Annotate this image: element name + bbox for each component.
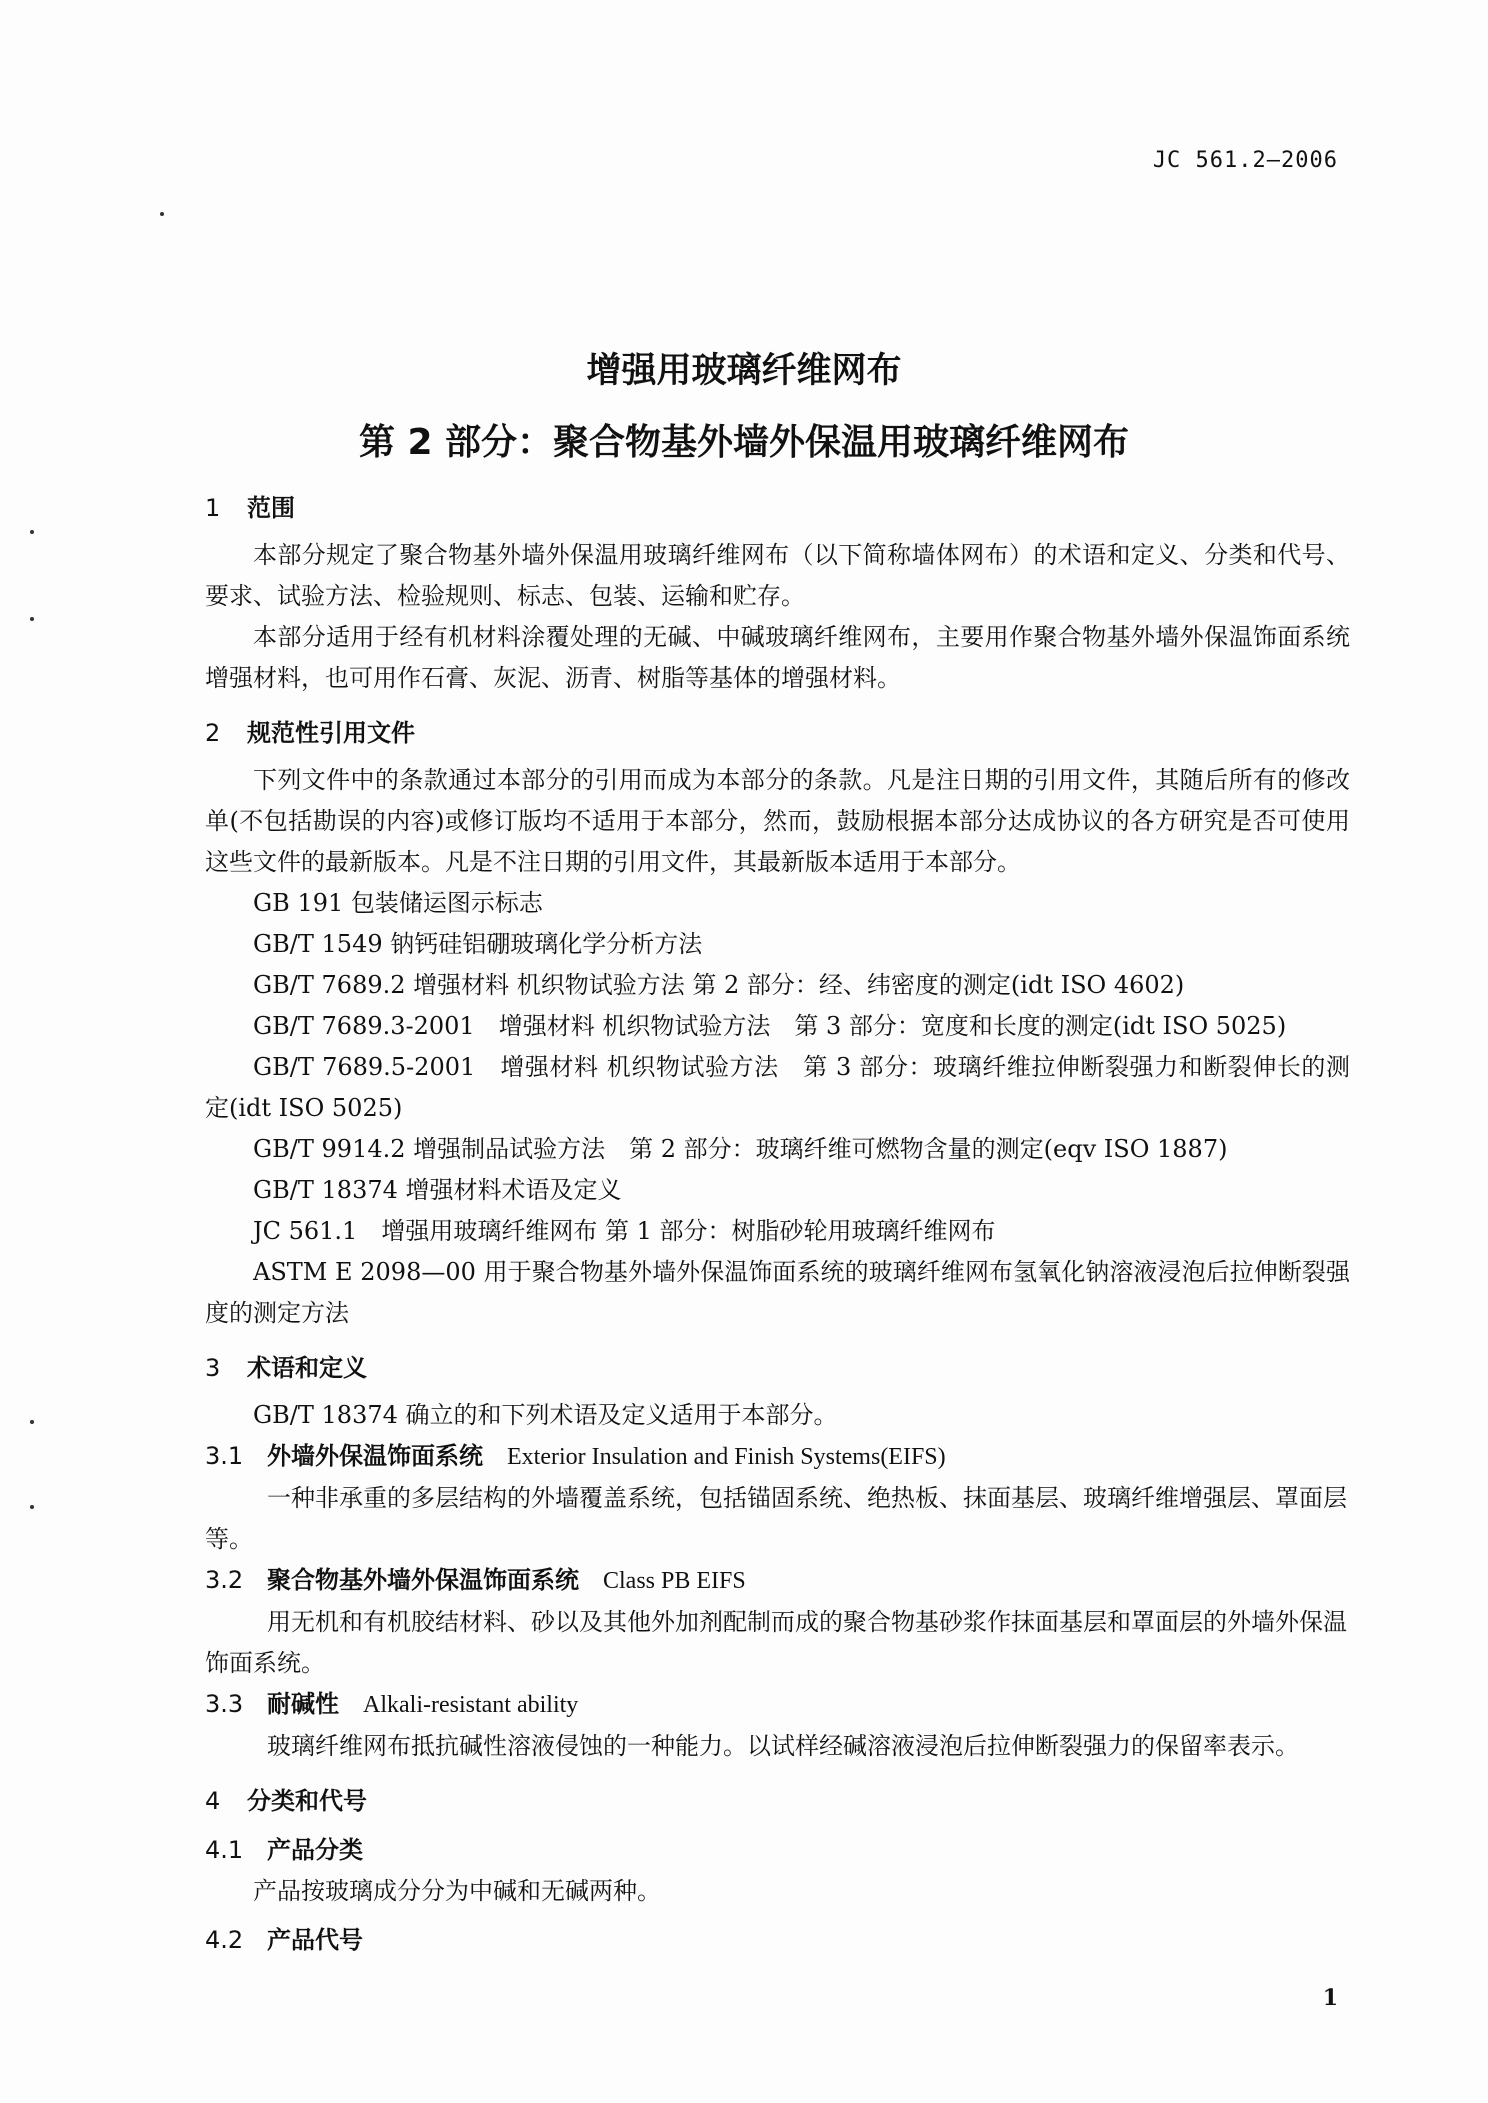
document-title: 增强用玻璃纤维网布 bbox=[586, 351, 902, 391]
section-number: 1 bbox=[205, 494, 221, 522]
paragraph: GB/T 18374 确立的和下列术语及定义适用于本部分。 bbox=[253, 1401, 838, 1429]
document-subtitle: 第 2 部分：聚合物基外墙外保温用玻璃纤维网布 bbox=[358, 422, 1130, 463]
scan-speck bbox=[30, 1505, 34, 1509]
term-definition: 用无机和有机胶结材料、砂以及其他外加剂配制而成的聚合物基砂浆作抹面基层和罩面层的外墙外保温饰面系统。 bbox=[205, 1608, 1347, 1677]
reference-item: ASTM E 2098—00 用于聚合物基外墙外保温饰面系统的玻璃纤维网布氢氧化钠溶液浸泡后拉伸断裂强度的测定方法 bbox=[205, 1258, 1350, 1327]
term-en: Class PB EIFS bbox=[603, 1568, 746, 1594]
term-number: 3.3 bbox=[205, 1690, 244, 1718]
term-title bbox=[205, 1560, 1350, 1602]
subsection-heading bbox=[205, 1830, 1350, 1871]
scan-speck bbox=[160, 212, 164, 216]
section-number: 2 bbox=[205, 719, 221, 747]
section-number: 4 bbox=[205, 1787, 221, 1815]
reference-item: GB/T 1549 钠钙硅铝硼玻璃化学分析方法 bbox=[253, 930, 703, 958]
document-body bbox=[205, 488, 1350, 1961]
section-title: 范围 bbox=[247, 494, 295, 522]
reference-item: JC 561.1 增强用玻璃纤维网布 第 1 部分：树脂砂轮用玻璃纤维网布 bbox=[253, 1217, 996, 1245]
reference-item: GB/T 18374 增强材料术语及定义 bbox=[253, 1176, 622, 1204]
reference-item: GB/T 7689.5-2001 增强材料 机织物试验方法 第 3 部分：玻璃纤维拉伸断裂强力和断裂伸长的测定(idt ISO 5025) bbox=[205, 1053, 1350, 1122]
section-heading-classification bbox=[205, 1781, 1350, 1822]
subsection-number: 4.2 bbox=[205, 1926, 244, 1954]
section-heading-terms bbox=[205, 1348, 1350, 1389]
subsection-title: 产品分类 bbox=[267, 1836, 363, 1864]
paragraph: 下列文件中的条款通过本部分的引用而成为本部分的条款。凡是注日期的引用文件，其随后所有的修改单(不包括勘误的内容)或修订版均不适用于本部分，然而，鼓励根据本部分达成协议的各方研究是否可使用这些文件的最新版本。凡是不注日期的引用文件，其最新版本适用于本部分。 bbox=[205, 766, 1350, 876]
term-title bbox=[205, 1684, 1350, 1726]
scan-speck bbox=[30, 1420, 34, 1424]
section-title: 术语和定义 bbox=[247, 1354, 367, 1382]
page-number: 1 bbox=[1322, 1985, 1338, 2011]
term-en: Alkali-resistant ability bbox=[363, 1692, 579, 1718]
reference-item: GB/T 9914.2 增强制品试验方法 第 2 部分：玻璃纤维可燃物含量的测定(eqv ISO 1887) bbox=[253, 1135, 1228, 1163]
section-title: 规范性引用文件 bbox=[247, 719, 415, 747]
term-cn: 耐碱性 bbox=[267, 1690, 339, 1718]
reference-item: GB/T 7689.3-2001 增强材料 机织物试验方法 第 3 部分：宽度和长度的测定(idt ISO 5025) bbox=[253, 1012, 1287, 1040]
term-definition: 玻璃纤维网布抵抗碱性溶液侵蚀的一种能力。以试样经碱溶液浸泡后拉伸断裂强力的保留率表示。 bbox=[267, 1732, 1299, 1760]
term-number: 3.2 bbox=[205, 1566, 244, 1594]
term-cn: 聚合物基外墙外保温饰面系统 bbox=[267, 1566, 579, 1594]
term-definition: 一种非承重的多层结构的外墙覆盖系统，包括锚固系统、绝热板、抹面基层、玻璃纤维增强层、罩面层等。 bbox=[205, 1484, 1347, 1553]
scan-speck bbox=[30, 617, 34, 621]
term-title bbox=[205, 1436, 1350, 1478]
section-heading-references bbox=[205, 713, 1350, 754]
paragraph: 产品按玻璃成分分为中碱和无碱两种。 bbox=[253, 1877, 661, 1905]
section-title: 分类和代号 bbox=[247, 1787, 367, 1815]
paragraph: 本部分适用于经有机材料涂覆处理的无碱、中碱玻璃纤维网布，主要用作聚合物基外墙外保温饰面系统增强材料，也可用作石膏、灰泥、沥青、树脂等基体的增强材料。 bbox=[205, 623, 1350, 692]
subsection-number: 4.1 bbox=[205, 1836, 244, 1864]
paragraph: 本部分规定了聚合物基外墙外保温用玻璃纤维网布（以下简称墙体网布）的术语和定义、分类和代号、要求、试验方法、检验规则、标志、包装、运输和贮存。 bbox=[205, 541, 1350, 610]
subsection-title: 产品代号 bbox=[267, 1926, 363, 1954]
term-cn: 外墙外保温饰面系统 bbox=[267, 1442, 483, 1470]
term-en: Exterior Insulation and Finish Systems(EIFS) bbox=[507, 1444, 946, 1470]
reference-item: GB/T 7689.2 增强材料 机织物试验方法 第 2 部分：经、纬密度的测定(idt ISO 4602) bbox=[253, 971, 1185, 999]
section-number: 3 bbox=[205, 1354, 221, 1382]
reference-item: GB 191 包装储运图示标志 bbox=[253, 889, 543, 917]
section-heading-scope bbox=[205, 488, 1350, 529]
term-number: 3.1 bbox=[205, 1442, 244, 1470]
subsection-heading bbox=[205, 1920, 1350, 1961]
scan-speck bbox=[30, 530, 34, 534]
standard-code: JC 561.2—2006 bbox=[1152, 148, 1338, 173]
